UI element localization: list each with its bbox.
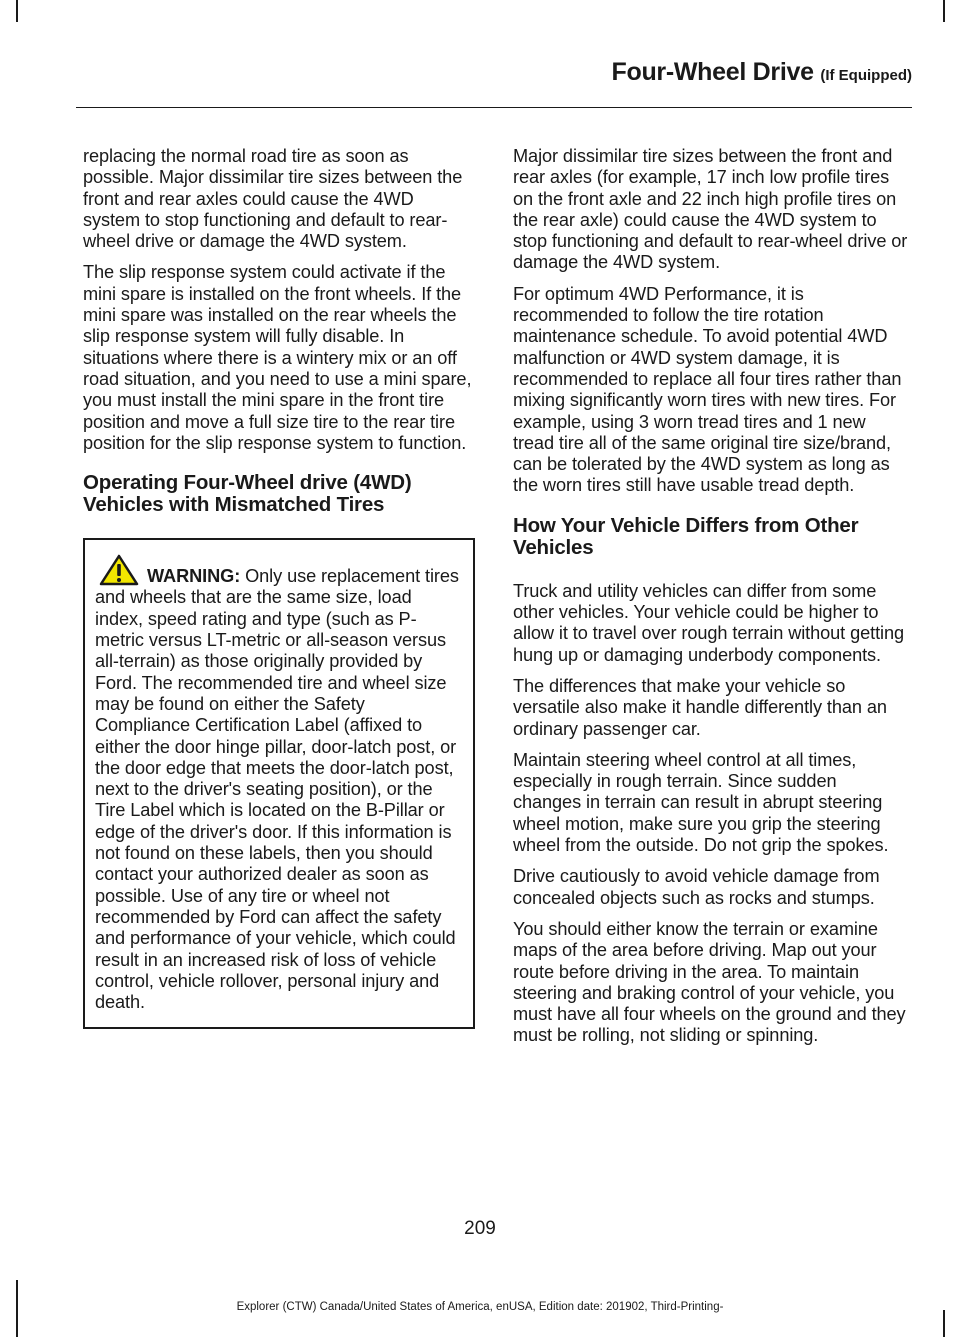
right-paragraph-1: Major dissimilar tire sizes between the front and rear axles (for example, 17 inch low profile tires on the front axle and 22 inch high profile tires on the rear axle) could cause the 4WD system to stop functioning and default to rear-wheel drive or damage the 4WD system.: [513, 146, 908, 273]
page-number: 209: [464, 1218, 496, 1239]
left-column: [83, 146, 475, 1029]
right-paragraph-3: Truck and utility vehicles can differ from some other vehicles. Your vehicle could be higher to allow it to travel over rough terrain without getting hung up or damaging underbody components.: [513, 580, 904, 665]
page-footer: Explorer (CTW) Canada/United States of America, enUSA, Edition date: 201902, Third-Printing-: [236, 1301, 724, 1313]
warning-triangle-icon: [99, 554, 139, 586]
warning-box: [83, 538, 475, 1029]
warning-body: Only use replacement tires and wheels that are the same size, load index, speed rating and type (such as P-metric versus LT-metric or all-season versus all-terrain) as those originally provided by Ford. The recommended tire and wheel size may be found on either the Safety Compliance Certification Label (affixed to either the door hinge pillar, door-latch post, or the door edge that meets the door-latch post, next to the driver's seating position), or the Tire Label which is located on the B-Pillar or edge of the driver's door. If this information is not found on these labels, then you should contact your authorized dealer as soon as possible. Use of any tire or wheel not recommended by Ford can affect the safety and performance of your vehicle, which could result in an increased risk of loss of vehicle control, vehicle rollover, personal injury and death.: [95, 566, 459, 1013]
crop-mark-bottom-right: [943, 1310, 945, 1337]
right-paragraph-6: Drive cautiously to avoid vehicle damage from concealed objects such as rocks and stumps.: [513, 866, 880, 908]
page-title: [612, 58, 912, 87]
left-paragraph-1: replacing the normal road tire as soon as possible. Major dissimilar tire sizes between the front and rear axles could cause the 4WD system to stop functioning and default to rear-wheel drive or damage the 4WD system.: [83, 146, 463, 252]
right-column: [513, 146, 908, 1057]
warning-label: WARNING:: [147, 566, 241, 587]
right-paragraph-5: Maintain steering wheel control at all times, especially in rough terrain. Since sudden changes in terrain can result in abrupt steering wheel motion, make sure you grip the steering wheel from the outside. Do not grip the spokes.: [513, 749, 889, 856]
chapter-title: Four-Wheel Drive: [611, 58, 814, 86]
right-paragraph-2: For optimum 4WD Performance, it is recommended to follow the tire rotation maintenance schedule. To avoid potential 4WD malfunction or 4WD system damage, it is recommended to replace all four tires rather than mixing significantly worn tires with new tires. For example, using 3 worn tread tires and 1 new tread tire all of the same original tire size/brand, can be tolerated by the 4WD system as long as the worn tires still have usable tread depth.: [513, 283, 902, 496]
left-paragraph-2: The slip response system could activate if the mini spare is installed on the front wheels. If the mini spare was installed on the rear wheels the slip response system will fully disable. In situations where there is a wintery mix or an off road situation, and you need to use a mini spare, you must install the mini spare in the front tire position and move a full size tire to the rear tire position for the slip response system to function.: [83, 262, 472, 453]
crop-mark-top-left: [16, 0, 18, 22]
crop-mark-top-right: [943, 0, 945, 22]
section-heading-vehicle-differences: How Your Vehicle Differs from Other Vehicles: [513, 513, 859, 559]
page-header: [76, 58, 912, 108]
right-paragraph-7: You should either know the terrain or examine maps of the area before driving. Map out your route before driving in the area. To maintain steering and braking control of your vehicle, you must have all four wheels on the ground and they must be rolling, not sliding or spinning.: [513, 918, 906, 1046]
right-paragraph-4: The differences that make your vehicle so versatile also make it handle differently than an ordinary passenger car.: [513, 675, 887, 739]
section-heading-mismatched-tires: Operating Four-Wheel drive (4WD) Vehicles with Mismatched Tires: [83, 471, 412, 517]
warning-text-block: [95, 554, 463, 1013]
chapter-subtitle: (If Equipped): [820, 67, 912, 84]
